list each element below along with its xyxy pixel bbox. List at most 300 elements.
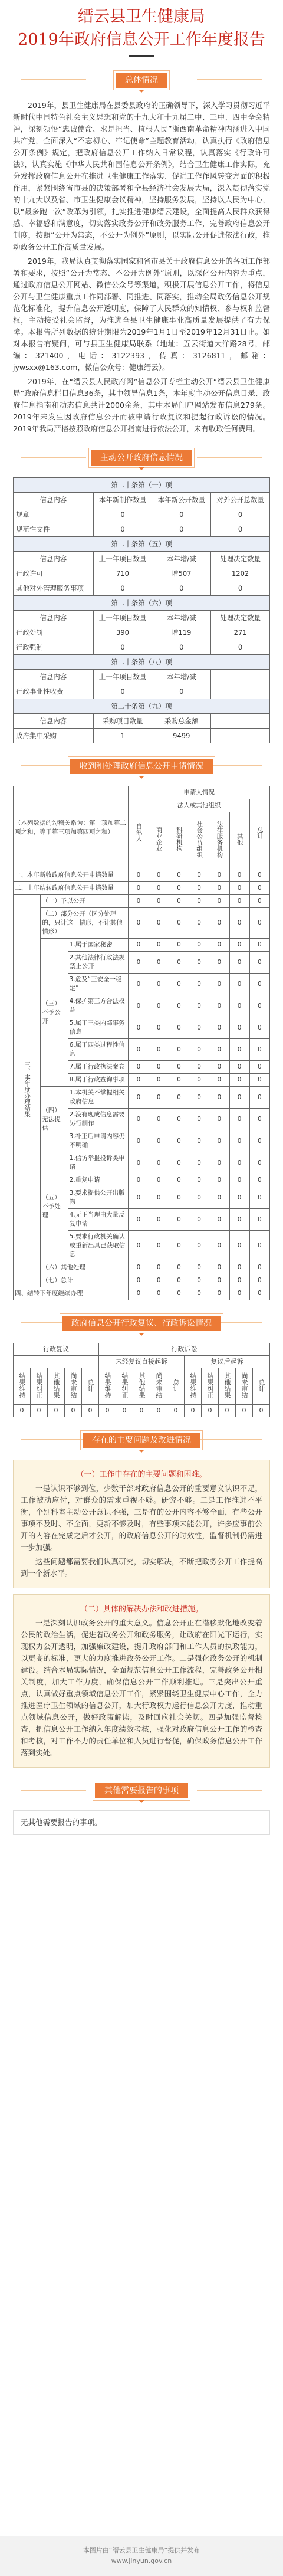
review-litigation-table <box>13 1343 270 1417</box>
table-cell: 0 <box>249 1109 269 1130</box>
banner-box <box>68 756 215 776</box>
section-title: 政府信息公开行政复议、行政诉讼情况 <box>62 1316 221 1331</box>
table-cell: 1 <box>93 729 152 743</box>
row-label: 规章 <box>14 507 94 522</box>
col-header: 科研机构 <box>169 812 189 869</box>
table-cell: 0 <box>149 1061 169 1074</box>
section-banner-proactive <box>0 445 283 469</box>
table-cell: 0 <box>229 908 249 939</box>
table-header-row <box>14 670 270 684</box>
table-cell: 0 <box>229 1152 249 1174</box>
column-header: 信息内容 <box>14 493 94 507</box>
row-label: 3.要求提供公开出版物 <box>68 1187 129 1209</box>
col-header: 自然人 <box>129 799 149 869</box>
banner-box <box>113 70 170 90</box>
table-cell: 0 <box>249 995 269 1017</box>
banner-line-right <box>197 457 262 458</box>
row-label: 8.属于行政查询事项 <box>68 1074 129 1087</box>
table-cell: 0 <box>211 507 270 522</box>
table-cell: 0 <box>149 974 169 995</box>
row-subgroup-label: （三）不予公开 <box>41 939 68 1087</box>
column-header-text: 其他结果 <box>223 1372 231 1398</box>
column-header <box>219 1368 236 1405</box>
column-header <box>150 1368 167 1405</box>
table-cell: 0 <box>169 1287 189 1300</box>
row-label: 行政处罚 <box>14 625 94 640</box>
table-cell: 0 <box>229 952 249 974</box>
column-header-text: 总计 <box>172 1378 180 1392</box>
table-header-row <box>14 714 270 729</box>
column-header <box>202 1368 219 1405</box>
table-cell: 0 <box>169 1209 189 1231</box>
table-row <box>14 1287 270 1300</box>
col-header: 法律服务机构 <box>209 812 229 869</box>
column-header <box>82 1368 99 1405</box>
row-label: 政府集中采购 <box>14 729 94 743</box>
banner-line-right <box>197 1439 262 1440</box>
table-cell: 0 <box>133 1405 150 1417</box>
column-header: 信息内容 <box>14 670 94 684</box>
column-header-text: 尚未审结 <box>70 1372 77 1398</box>
table-cell: 0 <box>152 684 211 699</box>
table-cell: 0 <box>152 640 211 655</box>
table-cell: 0 <box>189 1174 209 1187</box>
table-cell <box>211 684 270 699</box>
table-cell: 0 <box>116 1405 133 1417</box>
table-cell: 0 <box>169 939 189 952</box>
table-row <box>14 507 270 522</box>
table-cell: 0 <box>249 1261 269 1274</box>
banner-line-left <box>21 457 86 458</box>
column-header <box>253 1368 270 1405</box>
column-header-text: 尚未审结 <box>155 1372 163 1398</box>
table-cell: 0 <box>229 869 249 882</box>
table-cell: 0 <box>209 1209 229 1231</box>
table-cell: 0 <box>229 895 249 908</box>
table-cell: 0 <box>229 1087 249 1109</box>
table-row <box>14 522 270 537</box>
table-cell: 0 <box>229 1274 249 1287</box>
table-cell: 0 <box>209 995 229 1017</box>
table-cell: 0 <box>149 1130 169 1152</box>
table-cell: 0 <box>129 974 149 995</box>
table-cell: 271 <box>211 625 270 640</box>
table-cell: 0 <box>167 1405 185 1417</box>
column-header-text: 其他结果 <box>138 1372 146 1398</box>
table-cell: 0 <box>129 1130 149 1152</box>
table-cell: 0 <box>249 895 269 908</box>
table-section-row <box>14 596 270 611</box>
table-cell: 0 <box>229 882 249 895</box>
table-cell: 0 <box>129 882 149 895</box>
table-cell: 0 <box>229 1209 249 1231</box>
table-cell: 0 <box>249 1187 269 1209</box>
column-header-text: 结果维持 <box>189 1372 197 1398</box>
table-cell: 0 <box>209 1187 229 1209</box>
table-cell: 0 <box>189 1152 209 1174</box>
table-cell: 0 <box>229 1061 249 1074</box>
table-cell: 0 <box>149 1287 169 1300</box>
row-label: （六）其他处理 <box>41 1261 129 1274</box>
row-subgroup-label: （四）无法提供 <box>41 1087 68 1152</box>
row-label: 2.其他法律行政法规禁止公开 <box>68 952 129 974</box>
table-cell: 0 <box>149 1017 169 1039</box>
table-cell: 0 <box>149 1152 169 1174</box>
table-cell: 0 <box>209 1109 229 1130</box>
table-row <box>14 684 270 699</box>
table-cell: 0 <box>149 1074 169 1087</box>
table-corner-note: （本列数据的勾稽关系为：第一项加第二项之和，等于第三项加第四项之和） <box>14 786 129 869</box>
table-cell: 0 <box>189 869 209 882</box>
table-cell: 0 <box>209 952 229 974</box>
row-label: 4.无正当理由大量反复申请 <box>68 1209 129 1231</box>
table-cell: 0 <box>93 640 152 655</box>
table-cell: 0 <box>229 995 249 1017</box>
table-cell: 0 <box>236 1405 253 1417</box>
column-header <box>48 1368 65 1405</box>
table-cell: 0 <box>169 869 189 882</box>
column-header: 信息内容 <box>14 552 94 566</box>
table-row <box>14 908 270 939</box>
table-cell: 0 <box>169 1061 189 1074</box>
row-label: 3.补正后申请内容仍不明确 <box>68 1130 129 1152</box>
table-cell: 0 <box>169 1017 189 1039</box>
row-subgroup-label: （五）不予处理 <box>41 1152 68 1261</box>
column-header <box>236 1368 253 1405</box>
row-label: 行政事业性收费 <box>14 684 94 699</box>
table-cell: 0 <box>169 995 189 1017</box>
table-cell: 0 <box>129 908 149 939</box>
row-label: 其他对外管理服务事项 <box>14 581 94 596</box>
banner-arrow-icon <box>139 1450 144 1453</box>
row-label: 1.信访举报投诉类申请 <box>68 1152 129 1174</box>
column-header: 对外公开总数量 <box>211 493 270 507</box>
table-cell: 0 <box>249 1017 269 1039</box>
table-cell: 0 <box>249 1039 269 1061</box>
table-cell: 0 <box>189 1274 209 1287</box>
row-label: 四、结转下年度继续办理 <box>14 1287 129 1300</box>
table-cell: 0 <box>229 1039 249 1061</box>
column-header <box>185 1368 202 1405</box>
column-header: 处理决定数量 <box>211 552 270 566</box>
banner-arrow-icon <box>139 1800 144 1803</box>
banner-line-left <box>21 79 86 80</box>
table-cell: 0 <box>209 882 229 895</box>
table-cell: 0 <box>149 1174 169 1187</box>
table-cell: 0 <box>169 1152 189 1174</box>
section-header: 第二十条第（八）项 <box>14 655 270 670</box>
column-header-text: 结果维持 <box>18 1372 26 1398</box>
table-cell: 0 <box>169 1231 189 1261</box>
table-cell: 0 <box>93 507 152 522</box>
section-header: 第二十条第（九）项 <box>14 699 270 714</box>
table-cell: 0 <box>249 1287 269 1300</box>
table-cell: 0 <box>229 1231 249 1261</box>
table-cell: 0 <box>209 1074 229 1087</box>
table-cell: 0 <box>129 1109 149 1130</box>
table-section-row <box>14 699 270 714</box>
column-header <box>211 670 270 684</box>
table-cell <box>211 729 270 743</box>
table-row <box>14 581 270 596</box>
row-label: 2.重复申请 <box>68 1174 129 1187</box>
footer-credit: 本图片由“缙云县卫生健康局”提供并发布 <box>83 2546 200 2554</box>
table-section-row <box>14 537 270 552</box>
measures-box <box>13 1594 270 1768</box>
column-header-text: 结果纠正 <box>206 1372 214 1398</box>
table-cell: 0 <box>169 1174 189 1187</box>
table-cell: 0 <box>129 995 149 1017</box>
table-cell: 0 <box>93 684 152 699</box>
table-cell: 0 <box>149 1109 169 1130</box>
table-cell: 0 <box>189 895 209 908</box>
table-cell: 0 <box>219 1405 236 1417</box>
table-cell: 0 <box>189 939 209 952</box>
table-cell: 0 <box>149 869 169 882</box>
column-header: 上一年项目数量 <box>93 670 152 684</box>
column-header <box>133 1368 150 1405</box>
table-cell: 0 <box>209 895 229 908</box>
table-cell: 0 <box>249 974 269 995</box>
table-cell: 0 <box>129 1274 149 1287</box>
page-footer <box>0 2536 283 2576</box>
banner-line-right <box>197 1790 262 1791</box>
table-cell: 0 <box>249 908 269 939</box>
row-label: 6.属于四类过程性信息 <box>68 1039 129 1061</box>
table-cell: 0 <box>169 1087 189 1109</box>
report-title: 2019年政府信息公开工作年度报告 <box>18 31 265 49</box>
table-cell: 0 <box>249 1209 269 1231</box>
row-label: 规范性文件 <box>14 522 94 537</box>
other-matters-box <box>13 1810 270 1835</box>
row-label: 二、上年结转政府信息公开申请数量 <box>14 882 129 895</box>
table-cell: 0 <box>169 895 189 908</box>
table-cell: 0 <box>189 1231 209 1261</box>
row-group-text: 三、本年度办理结果 <box>24 1061 31 1117</box>
column-header-text: 其他结果 <box>52 1372 60 1398</box>
table-header-row <box>14 552 270 566</box>
table-cell: 0 <box>189 1109 209 1130</box>
column-header: 采购项目数量 <box>93 714 152 729</box>
row-label: （一）予以公开 <box>41 895 129 908</box>
table-cell: 0 <box>189 1074 209 1087</box>
table-cell: 0 <box>249 1231 269 1261</box>
issues-box <box>13 1460 270 1588</box>
column-header <box>116 1368 133 1405</box>
table-cell: 0 <box>189 974 209 995</box>
table-cell: 0 <box>229 1130 249 1152</box>
table-cell: 0 <box>129 1074 149 1087</box>
table-cell: 0 <box>229 939 249 952</box>
column-header-text: 总计 <box>87 1378 94 1392</box>
footer-site: www.jinyun.gov.cn <box>111 2557 172 2565</box>
table-cell: 0 <box>209 1061 229 1074</box>
agency-name: 缙云县卫生健康局 <box>78 8 205 26</box>
table-row <box>14 625 270 640</box>
column-header: 信息内容 <box>14 611 94 625</box>
table-cell: 0 <box>129 1187 149 1209</box>
table-cell: 0 <box>93 581 152 596</box>
table-cell: 0 <box>209 1130 229 1152</box>
table-cell: 0 <box>65 1405 82 1417</box>
table-cell: 0 <box>129 939 149 952</box>
banner-line-left <box>21 1790 86 1791</box>
table-cell: 0 <box>189 1017 209 1039</box>
table-cell: 0 <box>209 1231 229 1261</box>
table-cell: 0 <box>249 939 269 952</box>
table-cell: 0 <box>189 1187 209 1209</box>
table-cell: 0 <box>129 1152 149 1174</box>
row-label: 行政强制 <box>14 640 94 655</box>
row-label: 5.要求行政机关确认或重新出具已获取信息 <box>68 1231 129 1261</box>
report-header <box>0 0 283 57</box>
banner-box <box>80 1430 203 1450</box>
table-cell: 0 <box>149 882 169 895</box>
table-cell: 0 <box>211 522 270 537</box>
table-cell: 9499 <box>152 729 211 743</box>
table-cell: 0 <box>149 1231 169 1261</box>
column-header: 本年增/减 <box>152 670 211 684</box>
table-cell: 0 <box>129 1231 149 1261</box>
table-cell: 0 <box>229 1261 249 1274</box>
table-cell: 0 <box>229 974 249 995</box>
row-label: （七）总计 <box>41 1274 129 1287</box>
table-row <box>14 882 270 895</box>
table-cell: 0 <box>209 1087 229 1109</box>
overview-paragraph: 2019年，我局认真贯彻落实国家和省市县关于政府信息公开的各项工作部署和要求，按照“公开为常态、不公开为例外”原则，以深化公开内容为重点，通过政府信息公开网站、微信公众号等渠道，积极开展信息公开工作，将信息公开与卫生健康重点工作同部署、同推进、同落实，推动全局政务信息公开规范化标准化，提升信息公开透明度，保障了人民群众的知情权、参与权和监督权，主动接受社会监督，为推进全县卫生健康事业高质量发展提供了有力保障。本报告所列数据的统计期限为2019年1月1日至2019年12月31日止。如对本报告有疑问，可与县卫生健康局联系（地址：五云街道大洋路28号，邮编：321400，电话：3122393，传真：3126811，邮箱：jywsxx@163.com，微信公众号：健康缙云）。 <box>13 257 270 372</box>
table-cell: 0 <box>93 522 152 537</box>
table-section-row <box>14 478 270 493</box>
col-header: 其他 <box>229 812 249 869</box>
table-cell: 0 <box>249 882 269 895</box>
row-label: 5.属于三类内部事务信息 <box>68 1017 129 1039</box>
table-cell: 0 <box>249 1130 269 1152</box>
column-header <box>167 1368 185 1405</box>
table-cell: 0 <box>149 1274 169 1287</box>
row-label: 7.属于行政执法案卷 <box>68 1061 129 1074</box>
column-header: 本年新公开数量 <box>152 493 211 507</box>
column-header: 上一年项目数量 <box>93 552 152 566</box>
column-header <box>65 1368 82 1405</box>
table-cell: 0 <box>229 1187 249 1209</box>
table-row <box>14 869 270 882</box>
table-cell: 0 <box>129 1174 149 1187</box>
table-cell: 0 <box>189 1061 209 1074</box>
table-row <box>14 895 270 908</box>
table-cell: 0 <box>152 507 211 522</box>
table-cell: 0 <box>249 952 269 974</box>
issues-paragraph: 一是认识不够到位，少数干部对政府信息公开的重要意义认识不足，工作被动应付，对群众的需求重视不够。研究不够。二是工作推进不平衡，个别科室主动公开意识不强，三是有的公开内容不够全面，有些公开事项不及时、不全面，更新不够及时，有些事项未能公开，许多应事前公开的内容在完成之后才公开，的政府信息公开的时效性，监督机制仍需进一步加强。 <box>21 1484 262 1552</box>
table-cell: 0 <box>129 1087 149 1109</box>
other-matters-text: 无其他需要报告的事项。 <box>21 1818 102 1827</box>
table-cell: 0 <box>149 908 169 939</box>
table-cell: 0 <box>249 869 269 882</box>
table-cell: 0 <box>149 1087 169 1109</box>
table-cell: 0 <box>129 952 149 974</box>
banner-arrow-icon <box>139 776 144 779</box>
table-cell: 0 <box>150 1405 167 1417</box>
table-cell: 0 <box>189 882 209 895</box>
issues-paragraph: 这些问题都需要我们认真研究，切实解决，不断把政务公开工作提高到一个新水平。 <box>21 1557 262 1578</box>
review-group-header: 行政复议 <box>14 1343 99 1356</box>
row-label: 2.没有现成信息需要另行制作 <box>68 1109 129 1130</box>
table-cell: 0 <box>129 1061 149 1074</box>
table-cell: 0 <box>229 1174 249 1187</box>
table-cell: 0 <box>169 908 189 939</box>
table-section-row <box>14 655 270 670</box>
table-cell: 0 <box>185 1405 202 1417</box>
table-cell: 0 <box>209 939 229 952</box>
table-cell: 0 <box>209 1152 229 1174</box>
table-cell: 0 <box>189 952 209 974</box>
column-header <box>211 714 270 729</box>
column-header <box>31 1368 48 1405</box>
table-row <box>14 566 270 581</box>
column-header: 信息内容 <box>14 714 94 729</box>
table-cell: 0 <box>209 1261 229 1274</box>
table-cell: 增119 <box>152 625 211 640</box>
table-cell: 0 <box>211 640 270 655</box>
column-header <box>14 1368 31 1405</box>
banner-box <box>88 448 195 468</box>
table-cell: 0 <box>129 869 149 882</box>
table-cell: 0 <box>149 1039 169 1061</box>
column-header: 处理决定数量 <box>211 611 270 625</box>
table-cell: 0 <box>189 1287 209 1300</box>
section-banner-other <box>0 1778 283 1802</box>
section-header: 第二十条第（一）项 <box>14 478 270 493</box>
column-header: 采购总金额 <box>152 714 211 729</box>
litigation-subheader: 复议后起诉 <box>185 1356 270 1368</box>
table-cell: 0 <box>209 1039 229 1061</box>
column-header-text: 结果纠正 <box>121 1372 129 1398</box>
banner-line-left <box>21 1439 86 1440</box>
column-header: 本年新制作数量 <box>93 493 152 507</box>
table-cell: 0 <box>169 952 189 974</box>
section-banner-review <box>0 1311 283 1335</box>
table-cell: 0 <box>149 1209 169 1231</box>
table-cell: 0 <box>169 1130 189 1152</box>
table-cell: 0 <box>152 581 211 596</box>
table-row <box>14 939 270 952</box>
column-header-text: 总计 <box>258 1378 265 1392</box>
section-title: 其他需要报告的事项 <box>95 1783 188 1798</box>
row-label: 一、本年新收政府信息公开申请数量 <box>14 869 129 882</box>
org-group-header: 法人或其他组织 <box>149 799 249 812</box>
table-row <box>14 1152 270 1174</box>
table-cell: 0 <box>253 1405 270 1417</box>
column-header <box>99 1368 116 1405</box>
column-header-text: 尚未审结 <box>241 1372 248 1398</box>
applicant-group-header: 申请人情况 <box>129 786 270 799</box>
table-cell: 0 <box>149 895 169 908</box>
table-cell: 0 <box>229 1287 249 1300</box>
section-header: 第二十条第（六）项 <box>14 596 270 611</box>
table-cell: 0 <box>189 995 209 1017</box>
table-row <box>14 1274 270 1287</box>
litigation-subheader: 未经复议直接起诉 <box>99 1356 185 1368</box>
table-cell: 0 <box>249 1152 269 1174</box>
table-row <box>14 1261 270 1274</box>
table-cell: 0 <box>189 1039 209 1061</box>
table-cell: 0 <box>209 869 229 882</box>
table-cell: 0 <box>149 1187 169 1209</box>
table-cell: 0 <box>209 1174 229 1187</box>
table-cell: 0 <box>189 1130 209 1152</box>
column-header: 上一年项目数量 <box>93 611 152 625</box>
applications-table <box>13 786 270 1300</box>
table-row <box>14 729 270 743</box>
